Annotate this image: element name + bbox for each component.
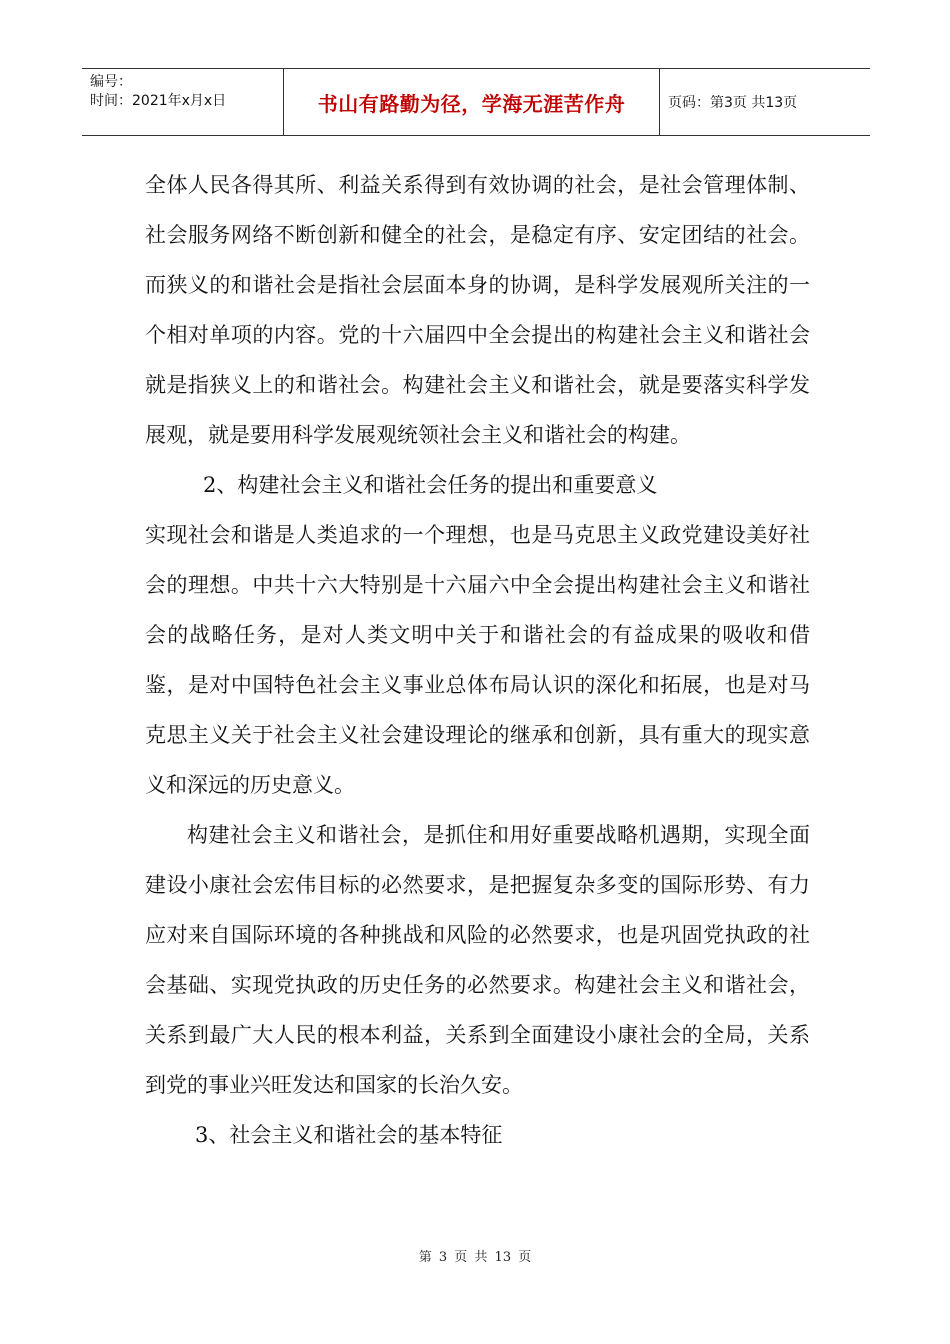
page-footer: 第 3 页 共 13 页 xyxy=(418,1250,532,1265)
paragraph-3: 构建社会主义和谐社会，是抓住和用好重要战略机遇期，实现全面建设小康社会宏伟目标的必然要求，是把握复杂多变的国际形势、有力应对来自国际环境的各种挑战和风险的必然要求，也是巩固党执政的社会基础、实现党执政的历史任务的必然要求。构建社会主义和谐社会，关系到最广大人民的根本利益，关系到全面建设小康社会的全局，关系到党的事业兴旺发达和国家的长治久安。 xyxy=(145,823,810,1097)
paragraph-1: 全体人民各得其所、利益关系得到有效协调的社会，是社会管理体制、社会服务网络不断创新和健全的社会，是稳定有序、安定团结的社会。而狭义的和谐社会是指社会层面本身的协调，是科学发展观所关注的一个相对单项的内容。党的十六届四中全会提出的构建社会主义和谐社会就是指狭义上的和谐社会。构建社会主义和谐社会，就是要落实科学发展观，就是要用科学发展观统领社会主义和谐社会的构建。 xyxy=(145,173,810,447)
document-body xyxy=(145,160,810,1160)
document-time-label: 时间：2021年x月x日 xyxy=(90,93,227,109)
header-page-info: 页码：第3页 共13页 xyxy=(668,95,798,111)
paragraph-2: 实现社会和谐是人类追求的一个理想，也是马克思主义政党建设美好社会的理想。中共十六大特别是十六届六中全会提出构建社会主义和谐社会的战略任务，是对人类文明中关于和谐社会的有益成果的吸收和借鉴，是对中国特色社会主义事业总体布局认识的深化和拓展，也是对马克思主义关于社会主义社会建设理论的继承和创新，具有重大的现实意义和深远的历史意义。 xyxy=(145,523,810,797)
section-heading-3: 3、社会主义和谐社会的基本特征 xyxy=(195,1123,503,1147)
header-meta xyxy=(82,69,284,135)
section-heading-2: 2、构建社会主义和谐社会任务的提出和重要意义 xyxy=(203,473,658,497)
page-header xyxy=(82,68,870,136)
header-motto: 书山有路勤为径，学海无涯苦作舟 xyxy=(284,69,660,135)
document-number-label: 编号： xyxy=(90,74,132,90)
